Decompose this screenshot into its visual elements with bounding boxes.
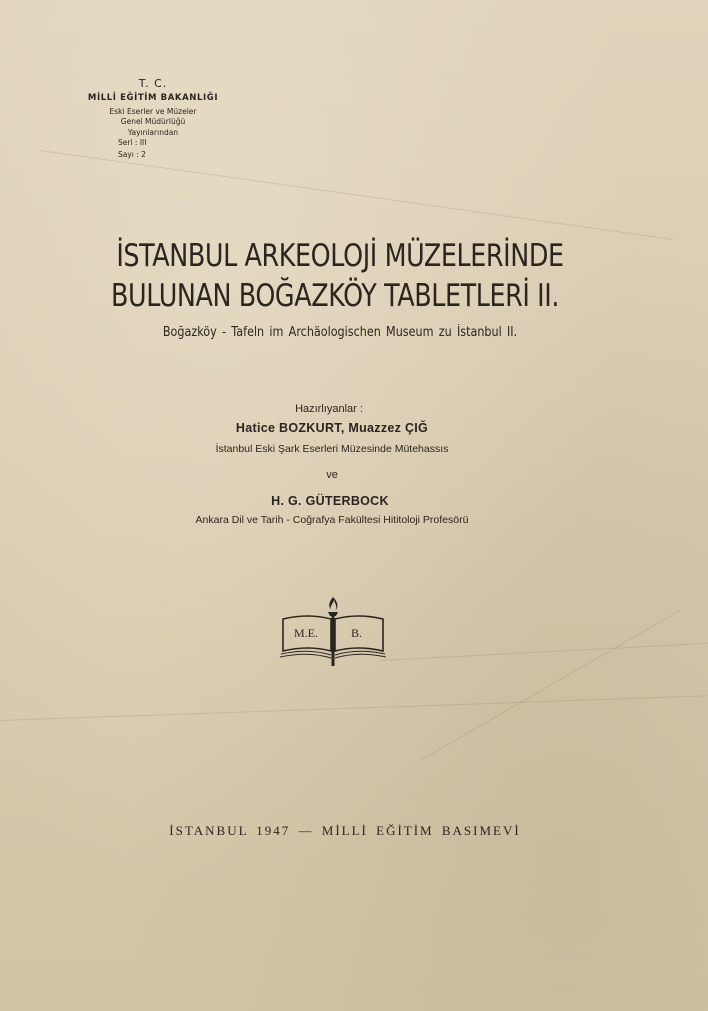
author-guterbock: H. G. GÜTERBOCK [271, 494, 389, 508]
publisher-block [82, 78, 224, 162]
meb-emblem [278, 593, 388, 669]
title-line-1: İSTANBUL ARKEOLOJİ MÜZELERİNDE [116, 238, 564, 274]
imprint-footer: İSTANBUL 1947 — MİLLİ EĞİTİM BASIMEVİ [169, 823, 521, 838]
affiliation-line-1: İstanbul Eski Şark Eserleri Müzesinde Mütehassıs [215, 443, 449, 455]
paper-crease [0, 695, 708, 721]
header-ministry: MİLLİ EĞİTİM BAKANLIĞI [87, 93, 219, 103]
header-line: Eski Eserler ve Müzeler [109, 106, 197, 116]
authors-line: Hatice BOZKURT, Muazzez ÇIĞ [235, 421, 429, 435]
header-seri: Seri : III [118, 138, 147, 147]
title-line-2: BULUNAN BOĞAZKÖY TABLETLERİ II. [110, 278, 560, 314]
subtitle-german: Boğazköy - Tafeln im Archäologischen Museum zu İstanbul II. [162, 325, 518, 340]
paper-crease [420, 610, 680, 761]
paper-crease [380, 643, 708, 661]
emblem-text-left: M.E. [294, 626, 318, 640]
header-tc: T. C. [138, 77, 168, 90]
header-sayi: Sayı : 2 [118, 149, 146, 159]
prepared-by-label: Hazırlıyanlar : [295, 403, 363, 415]
emblem-text-right: B. [351, 626, 363, 640]
header-line: Genel Müdürlüğü [120, 117, 186, 126]
affiliation-line-2: Ankara Dil ve Tarih - Coğrafya Fakültesi Hititoloji Profesörü [195, 514, 469, 526]
conjunction-ve: ve [326, 469, 338, 481]
paper-crease [40, 150, 674, 240]
header-line: Yayınlarından [127, 127, 179, 137]
